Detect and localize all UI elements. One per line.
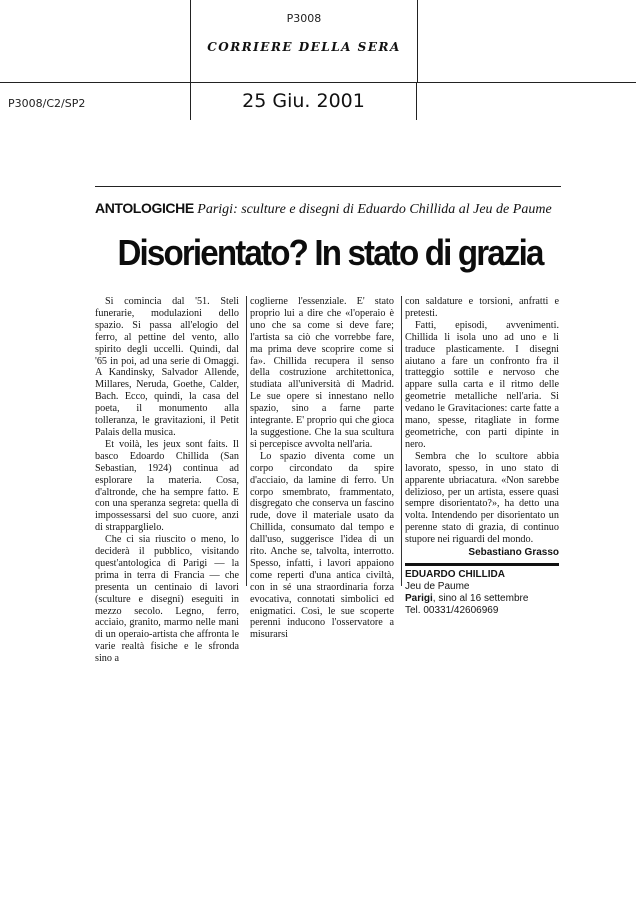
paragraph: Fatti, episodi, avvenimenti. Chillida li isola uno ad uno e li traduce plasticamente. I disegni aiutano a fare un confronto fra il tratteggio sottile e nervoso che appare sulla carta e il ritmo delle geometrie metalliche nell'aria. Si vedano le Gravitaciones: carte fatte a mano, spesse, ritagliate in forme geometriche, con parti dipinte in nero. (405, 319, 559, 450)
article-column-3 (405, 296, 559, 617)
column-separator (401, 296, 402, 586)
infobox-dates (405, 593, 559, 605)
article-column-1 (95, 296, 239, 665)
article-top-rule (95, 186, 561, 187)
publication-name: CORRIERE DELLA SERA (207, 40, 401, 54)
kicker-text: Parigi: sculture e disegni di Eduardo Chillida al Jeu de Paume (193, 202, 552, 217)
infobox-venue: Jeu de Paume (405, 580, 470, 592)
document-code: P3008 (286, 12, 322, 25)
article-headline: Disorientato? In stato di grazia (117, 232, 543, 273)
infobox-title: EDUARDO CHILLIDA (405, 568, 505, 580)
paragraph: Si comincia dal '51. Steli funerarie, modulazioni dello spazio. Si passa all'elogio del ferro, al pettine del vento, allo spirito degli uccelli. Quindi, dal '65 in poi, ad una serie di Omaggi. A Kandinsky, Salvador Allende, Millares, Neruda, Goethe, Calder, Bach. Ecco, quindi, la casa del poeta, il monumento alla tolleranza, le gravitazioni, il Petit Palais della musica. (95, 296, 239, 438)
paragraph: Et voilà, les jeux sont faits. Il basco Edoardo Chillida (San Sebastian, 1924) continua ad esplorare la materia. Cosa, d'altronde, che ha sempre fatto. E con una speranza segreta: quella di impossessarsi del suo cuore, anzi di strapparglielo. (95, 438, 239, 534)
header-divider (0, 82, 636, 83)
article-kicker (95, 200, 565, 218)
article-column-2 (250, 296, 394, 641)
paragraph: coglierne l'essenziale. E' stato proprio lui a dire che «l'operaio è uno che sa come si deve fare; l'artista sa ciò che vorrebbe fare, ma prima deve scoprire come si fa». Chillida recupera il senso della costruzione architettonica, studiata all'università di Madrid. Le sue opere si innestano nello spazio, sino a farne parte integrante. E' proprio qui che gioca la suggestione. Che la sua scultura si percepisce avvolta nell'aria. (250, 296, 394, 450)
infobox-city: Parigi (405, 592, 433, 604)
paragraph: con saldature e torsioni, anfratti e pretesti. (405, 296, 559, 319)
infobox-phone: Tel. 00331/42606969 (405, 604, 499, 616)
paragraph: Che ci sia riuscito o meno, lo deciderà il pubblico, visitando quest'antologica di Parigi — la prima in terra di Francia — che presenta un centinaio di lavori (sculture e disegni) eseguiti in mezzo secolo. Legno, ferro, acciaio, granito, marmo nelle mani di un operaio-artista che affronta le varie realtà fisiche e le sfronda sino a (95, 534, 239, 665)
infobox-dates-text: , sino al 16 settembre (432, 592, 529, 604)
paragraph: Sembra che lo scultore abbia lavorato, spesso, in uno stato di apparente ubriacatura. «Non sarebbe delizioso, per un artista, essere quasi sempre disorientato?», ha detto una volta. Intendendo per disorientato un perenne stato di grazia, di continuo stupore nei riguardi del mondo. (405, 450, 559, 546)
paragraph: Lo spazio diventa come un corpo circondato da spire d'acciaio, da lamine di ferro. Un corpo smembrato, frammentato, disgregato che conserva un fascino rude, dove il materiale usato da Chillida, consumato dal tempo e dall'uso, suggerisce l'idea di un rito. Anche se, talvolta, interrotto. Spesso, infatti, i lavori appaiono come reperti d'una antica civiltà, con in sé una straordinaria forza evocativa, connotati simbolici ed enigmatici. Così, le sue scoperte perenni inducono l'osservatore a misurarsi (250, 450, 394, 641)
kicker-label: ANTOLOGICHE (95, 200, 194, 216)
document-reference: P3008/C2/SP2 (8, 97, 86, 110)
publication-date: 25 Giu. 2001 (242, 90, 365, 112)
infobox-rule (405, 563, 559, 566)
column-separator (246, 296, 247, 586)
header-box (190, 0, 418, 83)
author-signature: Sebastiano Grasso (468, 547, 559, 559)
